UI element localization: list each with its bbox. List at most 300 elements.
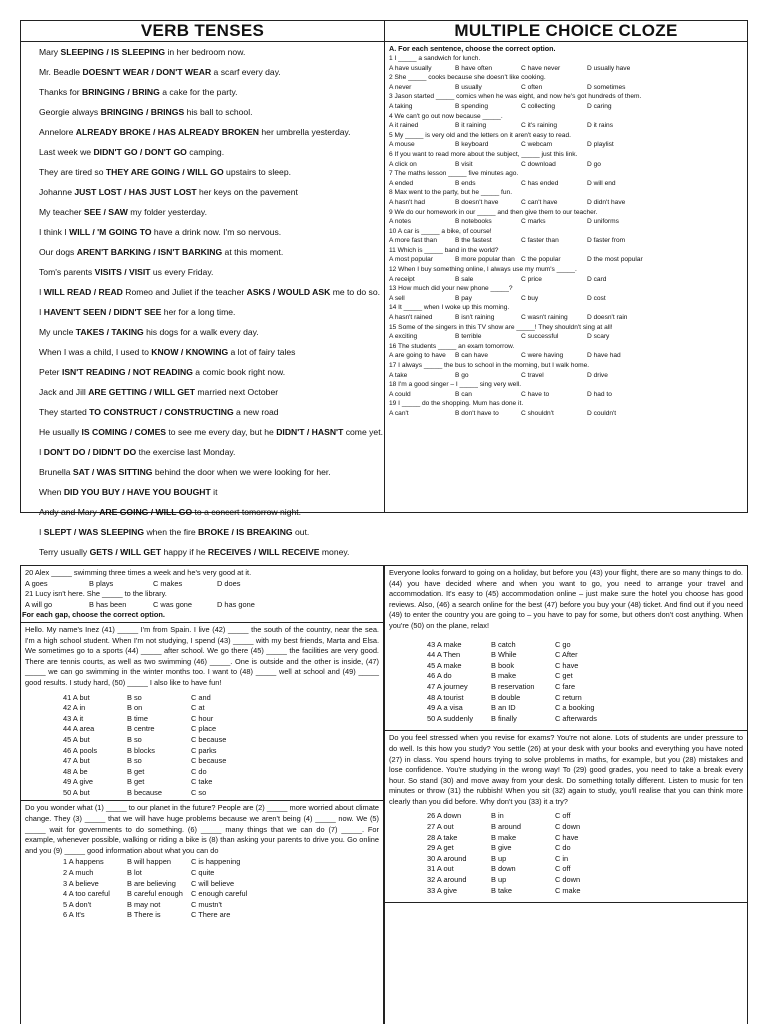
sentence-text: Jack and Jill xyxy=(39,387,89,397)
sentence-text: her for a long time. xyxy=(161,307,236,317)
choice-row xyxy=(25,910,379,921)
continued-questions xyxy=(25,568,379,610)
choice-option: B so xyxy=(127,734,142,744)
choice-option: B finally xyxy=(491,713,517,723)
answer-option: B usually xyxy=(455,83,482,91)
sentence-text: his ball to school. xyxy=(184,107,253,117)
sentence-text: Our dogs xyxy=(39,247,77,257)
question-stem: 8 Max went to the party, but he _____ fun. xyxy=(389,189,513,197)
bottom-left-panel xyxy=(20,565,384,1024)
question-stem: 19 I _____ do the shopping. Mum has done it. xyxy=(389,400,524,408)
choice-option: 28 A take xyxy=(427,832,458,842)
verb-sentence xyxy=(21,522,384,542)
verb-options: KNOW / KNOWING xyxy=(151,347,229,357)
choice-option: B reservation xyxy=(491,681,535,691)
answer-options xyxy=(389,275,743,285)
sentence-text: a comic book right now. xyxy=(192,367,286,377)
sentence-text: me to do so. xyxy=(330,287,381,297)
choice-option: 49 A a visa xyxy=(427,703,463,713)
choice-row xyxy=(389,682,743,693)
passage-holiday: Everyone looks forward to going on a holiday, but before you (43) your flight, there are so many things to do. (44) you have decided where and when you want to go, you need to arrange your travel and accommodation. It's easy to (45) accommodation online – just make sure the hotel you choose has good reviews. Also, (46) a search online for the best (47) before you buy your (48) ticket. And find out if you need (49) to enter the country you are going to – you have to pay for some, but others don't cost anything. When you're (50) on the plane, relax! xyxy=(389,568,743,630)
verb-tenses-list xyxy=(21,42,384,562)
answer-option: C price xyxy=(521,275,542,283)
choice-row xyxy=(389,640,743,651)
sentence-text: when the fire xyxy=(144,527,199,537)
answer-option: A take xyxy=(389,371,408,379)
sentence-text: My teacher xyxy=(39,207,84,217)
multiple-choice-list xyxy=(389,54,743,419)
choice-option: B There is xyxy=(127,910,161,920)
choice-option: C return xyxy=(555,692,582,702)
answer-option: B don't have to xyxy=(455,409,499,417)
choice-option: 26 A down xyxy=(427,811,462,821)
choice-option: B will happen xyxy=(127,857,171,867)
choice-option: B give xyxy=(491,843,512,853)
sentence-text: They started xyxy=(39,407,90,417)
sentence-text: Peter xyxy=(39,367,62,377)
answer-option: D caring xyxy=(587,102,612,110)
choice-option: 6 A It's xyxy=(63,910,85,920)
choice-option: C make xyxy=(555,885,581,895)
choice-option: C parks xyxy=(191,745,217,755)
answer-option: C was gone xyxy=(153,599,193,609)
answer-option: D didn't have xyxy=(587,198,626,206)
verb-options: RECEIVES / WILL RECEIVE xyxy=(207,547,320,557)
question-stem: 5 My _____ is very old and the letters on it aren't easy to read. xyxy=(389,131,571,139)
sentence-text: When I was a child, I used to xyxy=(39,347,152,357)
choice-row xyxy=(25,777,379,788)
choice-row xyxy=(389,843,743,854)
question-stem: 1 I _____ a sandwich for lunch. xyxy=(389,55,481,62)
answer-option: B have often xyxy=(455,64,493,72)
choice-option: B catch xyxy=(491,639,516,649)
choice-option: C There are xyxy=(191,910,231,920)
question-stem: 12 When I buy something online, I always use my mum's _____. xyxy=(389,266,577,274)
choice-option: 43 A make xyxy=(427,639,462,649)
choice-row xyxy=(25,868,379,879)
choice-row xyxy=(389,811,743,822)
choice-row xyxy=(25,746,379,757)
answer-option: D uniforms xyxy=(587,218,619,226)
choice-row xyxy=(389,886,743,897)
choice-option: 47 A but xyxy=(63,756,90,766)
answer-option: A will go xyxy=(25,599,53,609)
sentence-text: They are tired so xyxy=(39,167,106,177)
answer-option: D playlist xyxy=(587,141,614,149)
verb-sentence xyxy=(21,302,384,322)
choice-option: 48 A be xyxy=(63,766,88,776)
answer-option: C marks xyxy=(521,218,546,226)
question-stem: 17 I always _____ the bus to school in the morning, but I walk home. xyxy=(389,362,590,369)
sentence-text: a scarf every day. xyxy=(211,67,281,77)
choice-option: B on xyxy=(127,703,143,713)
answer-option: A notes xyxy=(389,218,411,226)
choice-option: C After xyxy=(555,650,578,660)
question-stem: 4 We can't go out now because _____. xyxy=(389,112,503,120)
verb-options: BRINGING / BRING xyxy=(82,87,160,97)
verb-sentence xyxy=(21,482,384,502)
answer-option: D will end xyxy=(587,179,616,187)
verb-options: THEY ARE GOING / WILL GO xyxy=(105,167,224,177)
answer-option: D scary xyxy=(587,333,610,341)
sentence-text: Tom's parents xyxy=(39,267,95,277)
answer-option: A hasn't had xyxy=(389,198,426,206)
choice-row xyxy=(389,854,743,865)
choice-option: 47 A journey xyxy=(427,681,468,691)
answer-options xyxy=(389,83,743,93)
choice-option: C go xyxy=(555,639,571,649)
choice-option: B down xyxy=(491,864,516,874)
choice-option: 4 A too careful xyxy=(63,889,110,899)
choice-row xyxy=(389,714,743,725)
choice-row xyxy=(25,767,379,778)
answer-options xyxy=(389,351,743,361)
choice-row xyxy=(389,650,743,661)
choice-row xyxy=(25,756,379,767)
answer-option: C faster than xyxy=(521,237,559,245)
answer-options xyxy=(389,409,743,419)
answer-option: D cost xyxy=(587,294,606,302)
question-stem: 18 I'm a good singer – I _____ sing very well. xyxy=(389,381,522,389)
answer-option: A hasn't rained xyxy=(389,314,433,322)
choice-option: C do xyxy=(191,766,207,776)
question-stem: 20 Alex _____ swimming three times a week and he's very good at it. xyxy=(25,568,252,577)
sentence-text: happy if he xyxy=(161,547,208,557)
answer-options xyxy=(389,217,743,227)
choice-option: C off xyxy=(555,811,571,821)
answer-option: D card xyxy=(587,275,607,283)
choice-option: 30 A around xyxy=(427,853,467,863)
answer-options xyxy=(389,332,743,342)
choice-option: C and xyxy=(191,692,211,702)
multiple-choice-panel xyxy=(384,20,748,513)
choice-row xyxy=(25,724,379,735)
answer-option: C can't have xyxy=(521,198,558,206)
answer-option: C download xyxy=(521,160,556,168)
answer-option: B it raining xyxy=(455,122,487,130)
verb-options: DOESN'T WEAR / DON'T WEAR xyxy=(82,67,212,77)
sentence-text: out. xyxy=(292,527,310,537)
verb-sentence xyxy=(21,342,384,362)
answer-option: B pay xyxy=(455,294,472,302)
choice-option: 45 A but xyxy=(63,734,90,744)
verb-sentence xyxy=(21,222,384,242)
sentence-text: it xyxy=(210,487,218,497)
choice-option: B so xyxy=(127,756,142,766)
choice-option: C get xyxy=(555,671,573,681)
verb-options: DIDN'T / HASN'T xyxy=(276,427,344,437)
answer-option: B visit xyxy=(455,160,473,168)
sentence-text: Johanne xyxy=(39,187,75,197)
sentence-text: in her bedroom now. xyxy=(165,47,246,57)
choice-option: 45 A make xyxy=(427,660,462,670)
sentence-text: married next October xyxy=(195,387,279,397)
answer-option: D had to xyxy=(587,390,612,398)
choice-option: C have xyxy=(555,832,579,842)
choice-option: C quite xyxy=(191,868,215,878)
verb-options: SAT / WAS SITTING xyxy=(72,467,153,477)
choice-option: B get xyxy=(127,777,145,787)
choice-option: C afterwards xyxy=(555,713,597,723)
choice-option: 43 A it xyxy=(63,713,84,723)
answer-option: B ends xyxy=(455,179,476,187)
answer-option: A are going to have xyxy=(389,352,446,360)
verb-options: DON'T DO / DIDN'T DO xyxy=(43,447,137,457)
answer-option: B plays xyxy=(89,578,114,588)
verb-sentence xyxy=(21,282,384,302)
verb-options: DID YOU BUY / HAVE YOU BOUGHT xyxy=(63,487,211,497)
choice-option: C down xyxy=(555,875,581,885)
choice-row xyxy=(389,693,743,704)
sentence-text: her umbrella yesterday. xyxy=(259,127,351,137)
sentence-text: have a drink now. I'm so nervous. xyxy=(151,227,282,237)
choice-option: 41 A but xyxy=(63,692,90,702)
answer-option: D go xyxy=(587,160,601,168)
answer-option: C successful xyxy=(521,333,559,341)
sentence-text: When xyxy=(39,487,64,497)
answer-options xyxy=(389,198,743,208)
answer-option: A it rained xyxy=(389,122,419,130)
sentence-text: the exercise last Monday. xyxy=(136,447,236,457)
answer-option: B has been xyxy=(89,599,127,609)
answer-option: B go xyxy=(455,371,469,379)
verb-sentence xyxy=(21,142,384,162)
answer-option: B isn't raining xyxy=(455,314,495,322)
sentence-text: Annelore xyxy=(39,127,76,137)
choice-option: B centre xyxy=(127,724,155,734)
answer-option: B more popular than xyxy=(455,256,515,264)
choice-row xyxy=(25,889,379,900)
sentence-text: a lot of fairy tales xyxy=(228,347,296,357)
choice-option: B blocks xyxy=(127,745,155,755)
sentence-text: Last week we xyxy=(39,147,94,157)
choice-option: 49 A give xyxy=(63,777,93,787)
answer-option: A could xyxy=(389,390,411,398)
choice-option: C at xyxy=(191,703,205,713)
verb-tenses-title: VERB TENSES xyxy=(21,21,384,42)
answer-option: C has ended xyxy=(521,179,559,187)
choices-inez xyxy=(25,693,379,799)
answer-option: D drive xyxy=(587,371,608,379)
choice-option: 29 A get xyxy=(427,843,454,853)
answer-option: A ended xyxy=(389,179,414,187)
gap-instruction: For each gap, choose the correct option. xyxy=(22,610,165,620)
choice-option: B make xyxy=(491,671,517,681)
sentence-text: my folder yesterday. xyxy=(127,207,207,217)
answer-option: C often xyxy=(521,83,543,91)
choice-option: C mustn't xyxy=(191,899,222,909)
choices-climate xyxy=(25,857,379,921)
answer-options xyxy=(389,313,743,323)
choice-option: B an ID xyxy=(491,703,516,713)
verb-sentence xyxy=(21,262,384,282)
sentence-text: money. xyxy=(319,547,350,557)
sentence-text: I xyxy=(39,527,44,537)
verb-sentence xyxy=(21,322,384,342)
choice-row xyxy=(25,900,379,911)
question-stem: 2 She _____ cooks because she doesn't like cooking. xyxy=(389,74,546,82)
verb-sentence xyxy=(21,362,384,382)
verb-sentence xyxy=(21,162,384,182)
choice-option: 31 A out xyxy=(427,864,454,874)
choice-option: 48 A tourist xyxy=(427,692,464,702)
verb-options: VISITS / VISIT xyxy=(94,267,151,277)
choice-option: B around xyxy=(491,822,521,832)
answer-option: B can have xyxy=(455,352,488,360)
answer-options xyxy=(389,160,743,170)
answer-option: D couldn't xyxy=(587,409,617,417)
choice-option: 50 A suddenly xyxy=(427,713,474,723)
verb-options: SEE / SAW xyxy=(83,207,128,217)
choices-exams xyxy=(389,811,743,896)
answer-option: D doesn't rain xyxy=(587,314,628,322)
answer-options xyxy=(389,179,743,189)
choice-option: C is happening xyxy=(191,857,241,867)
sentence-text: a cake for the party. xyxy=(159,87,238,97)
answer-options xyxy=(389,294,743,304)
choice-row xyxy=(389,703,743,714)
answer-option: C shouldn't xyxy=(521,409,554,417)
answer-option: C the popular xyxy=(521,256,561,264)
choice-option: B lot xyxy=(127,868,142,878)
answer-option: B can xyxy=(455,390,472,398)
verb-sentence xyxy=(21,122,384,142)
choice-option: B make xyxy=(491,832,517,842)
verb-tenses-panel xyxy=(20,20,385,557)
verb-options: JUST LOST / HAS JUST LOST xyxy=(74,187,197,197)
sentence-text: camping. xyxy=(186,147,225,157)
answer-option: A click on xyxy=(389,160,417,168)
answer-options xyxy=(25,600,379,611)
verb-options: TAKES / TAKING xyxy=(75,327,144,337)
sentence-text: us every Friday. xyxy=(150,267,214,277)
question-stem: 21 Lucy isn't here. She _____ to the library. xyxy=(25,589,167,599)
sentence-text: Andy and Mary xyxy=(39,507,100,517)
choice-option: C fare xyxy=(555,681,576,691)
answer-options xyxy=(389,102,743,112)
question-stem: 9 We do our homework in our _____ and then give them to our teacher. xyxy=(389,208,598,216)
answer-option: A exciting xyxy=(389,333,418,341)
choice-option: B While xyxy=(491,650,517,660)
sentence-text: behind the door when we were looking for her. xyxy=(152,467,331,477)
choice-option: 33 A give xyxy=(427,885,457,895)
sentence-text: He usually xyxy=(39,427,82,437)
question-stem: 6 If you want to read more about the subject, _____ just this link. xyxy=(389,150,578,158)
choice-option: 44 A area xyxy=(63,724,95,734)
verb-options: ARE GOING / WILL GO xyxy=(99,507,193,517)
verb-options: WILL READ / READ xyxy=(43,287,123,297)
verb-sentence xyxy=(21,202,384,222)
choice-option: C so xyxy=(191,787,207,797)
choice-option: C have xyxy=(555,660,579,670)
sentence-text: I xyxy=(39,307,44,317)
verb-sentence xyxy=(21,182,384,202)
answer-option: A mouse xyxy=(389,141,415,149)
answer-options xyxy=(389,236,743,246)
answer-option: C have to xyxy=(521,390,550,398)
answer-option: B terrible xyxy=(455,333,482,341)
verb-options: TO CONSTRUCT / CONSTRUCTING xyxy=(89,407,234,417)
answer-options xyxy=(25,579,379,590)
answer-option: C collecting xyxy=(521,102,556,110)
verb-sentence xyxy=(21,542,384,562)
answer-option: C it's raining xyxy=(521,122,558,130)
answer-option: A taking xyxy=(389,102,413,110)
bottom-right-panel xyxy=(384,565,748,1024)
choice-row xyxy=(25,714,379,725)
verb-options: ISN'T READING / NOT READING xyxy=(61,367,193,377)
answer-option: B notebooks xyxy=(455,218,492,226)
multiple-choice-instruction: A. For each sentence, choose the correct option. xyxy=(389,44,556,53)
question-stem: 3 Jason started _____ comics when he was eight, and now he's got hundreds of them. xyxy=(389,93,642,101)
choice-row xyxy=(25,693,379,704)
choice-option: 27 A out xyxy=(427,822,454,832)
choice-row xyxy=(389,833,743,844)
sentence-text: to see me every day, but he xyxy=(166,427,277,437)
answer-option: D has gone xyxy=(217,599,255,609)
sentence-text: I xyxy=(39,287,44,297)
choice-row xyxy=(25,788,379,799)
verb-options: HAVEN'T SEEN / DIDN'T SEE xyxy=(43,307,162,317)
choice-option: C take xyxy=(191,777,213,787)
choice-option: 46 A pools xyxy=(63,745,98,755)
answer-option: D faster from xyxy=(587,237,626,245)
choice-option: 50 A but xyxy=(63,787,90,797)
choice-option: B time xyxy=(127,713,148,723)
verb-options: IS COMING / COMES xyxy=(81,427,167,437)
verb-sentence xyxy=(21,422,384,442)
sentence-text: Brunella xyxy=(39,467,73,477)
choice-row xyxy=(25,735,379,746)
multiple-choice-title: MULTIPLE CHOICE CLOZE xyxy=(385,21,747,42)
choice-option: B so xyxy=(127,692,142,702)
answer-options xyxy=(389,255,743,265)
choice-row xyxy=(25,703,379,714)
answer-option: C wasn't raining xyxy=(521,314,568,322)
answer-option: D have had xyxy=(587,352,621,360)
answer-options xyxy=(389,121,743,131)
answer-option: C webcam xyxy=(521,141,553,149)
verb-options: SLEEPING / IS SLEEPING xyxy=(60,47,166,57)
question-stem: 16 The students _____ an exam tomorrow. xyxy=(389,342,515,350)
answer-option: A sell xyxy=(389,294,405,302)
answer-options xyxy=(389,390,743,400)
answer-option: A can't xyxy=(389,409,409,417)
verb-sentence xyxy=(21,402,384,422)
answer-option: A never xyxy=(389,83,412,91)
verb-options: AREN'T BARKING / ISN'T BARKING xyxy=(76,247,223,257)
choice-option: 5 A don't xyxy=(63,899,92,909)
sentence-text: Terry usually xyxy=(39,547,90,557)
choice-row xyxy=(25,857,379,868)
choice-row xyxy=(389,671,743,682)
choice-option: 1 A happens xyxy=(63,857,104,867)
choice-row xyxy=(25,879,379,890)
choice-option: B because xyxy=(127,787,162,797)
answer-option: C buy xyxy=(521,294,539,302)
sentence-text: to a concert tomorrow night. xyxy=(192,507,302,517)
verb-sentence xyxy=(21,242,384,262)
choice-option: C because xyxy=(191,756,227,766)
choice-option: B double xyxy=(491,692,521,702)
answer-options xyxy=(389,140,743,150)
verb-options: SLEPT / WAS SLEEPING xyxy=(43,527,145,537)
sentence-text: Mr. Beadle xyxy=(39,67,83,77)
passage-climate: Do you wonder what (1) _____ to our planet in the future? People are (2) _____ more worried about climate change. They (3) _____ that we will have huge problems because we aren't being (4) _____ now. We (5) _____ wait for governments to do something. (6) _____ many things that we can do (7) _____. For example, whenever possible, walking or riding a bike is (8) than asking your parents to drive you. Go online and you (9) _____ good information about what you can do xyxy=(25,803,379,855)
choice-option: C enough careful xyxy=(191,889,248,899)
verb-options: ALREADY BROKE / HAS ALREADY BROKEN xyxy=(75,127,259,137)
answer-options xyxy=(389,64,743,74)
